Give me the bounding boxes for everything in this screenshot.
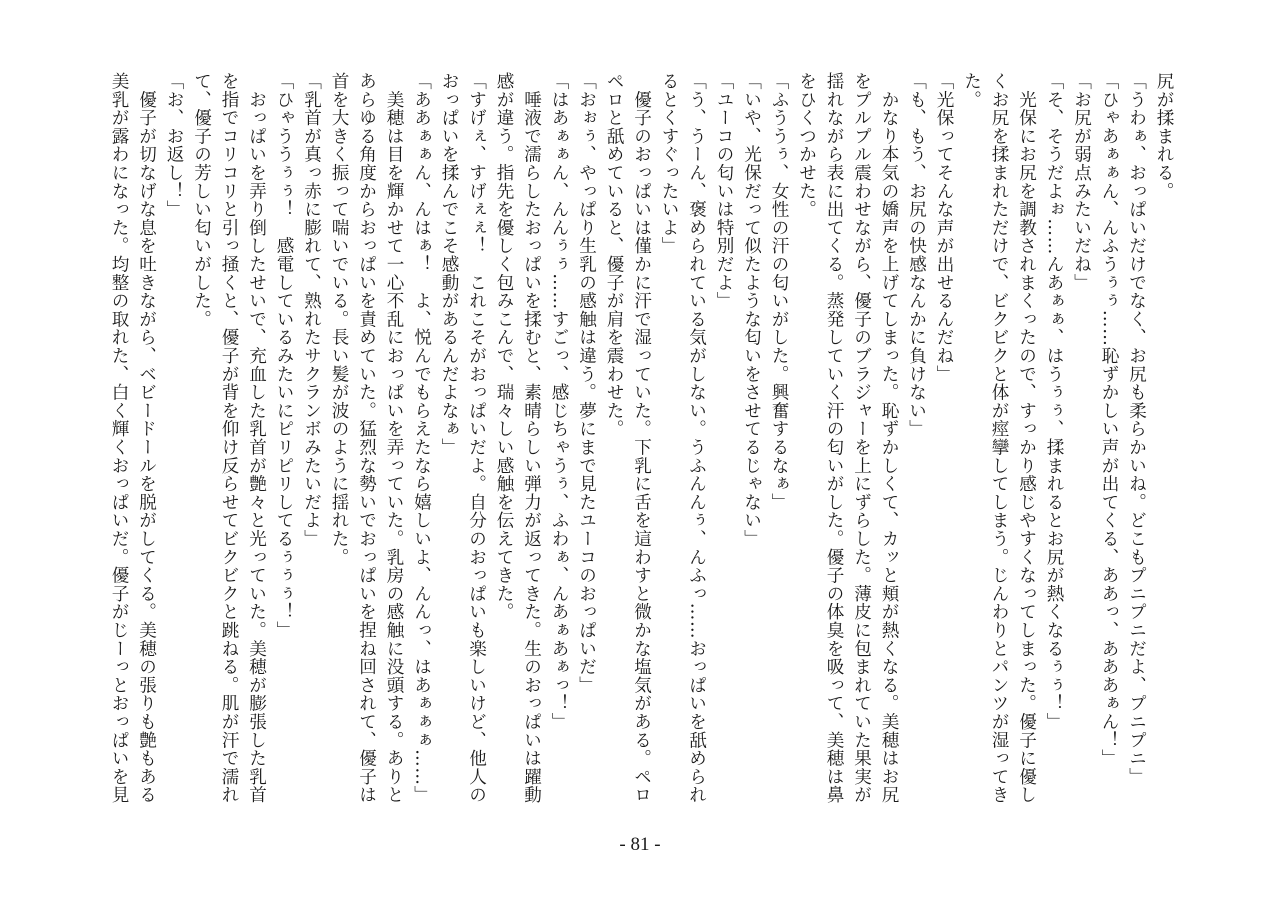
text-line: 「乳首が真っ赤に膨れて、熟れたサクランボみたいだよ」 [301,72,322,548]
text-line: を指でコリコリと引っ掻くと、優子が背を仰け反らせてビクビクと跳ねる。肌が汗で濡れ [219,72,239,804]
text-line: 美乳が露わになった。均整の取れた、白く輝くおっぱいだ。優子がじーっとおっぱいを見 [109,72,129,804]
text-line: 「ひゃあぁぁん、んふうぅぅ……恥ずかしい声が出てくる、ああっ、あああぁん！」 [1099,72,1119,768]
text-line: 尻が揉まれる。 [1154,72,1174,201]
text-line: 感が違う。指先を優しく包みこんで、瑞々しい感触を伝えてきた。 [494,72,514,621]
text-line: 「すげぇ、すげぇぇ！ これこそがおっぱいだよ。自分のおっぱいも楽しいけど、他人の [466,72,487,804]
text-line: 「ひゃううぅぅ！ 感電しているみたいにピリピリしてるぅぅぅ！」 [274,72,294,640]
text-line: 優子のおっぱいは僅かに汗で湿っていた。下乳に舌を這わすと微かな塩気がある。ペロ [631,72,652,804]
text-line: 「お尻が弱点みたいだね」 [1071,72,1092,292]
text-line: 「ああぁぁん、んはぁ！ よ、悦んでもらえたなら嬉しいよ、んんっ、はあぁぁぁ……」 [411,72,432,804]
text-line: 首を大きく振って喘いでいる。長い髪が波のように揺れた。 [329,72,349,567]
text-line: 揺れながら表に出てくる。蒸発していく汗の匂いがした。優子の体臭を吸って、美穂は鼻 [824,72,844,804]
text-line: かなり本気の嬌声を上げてしまった。恥ずかしくて、カッと頬が熱くなる。美穂はお尻 [879,72,899,804]
text-line: て、優子の芳しい匂いがした。 [191,72,212,329]
text-line: おっぱいを揉んでこそ感動があるんだよなぁ」 [439,72,459,457]
text-line: 「ユーコの匂いは特別だよ」 [714,72,734,310]
text-line: ペロと舐めていると、優子が肩を震わせた。 [604,72,624,438]
text-line: 「ふううぅ、女性の汗の匂いがした。興奮するなぁ」 [769,72,789,512]
text-line: 「うわぁ、おっぱいだけでなく、お尻も柔らかいね。どこもプニプニだよ、プニプニ」 [1126,72,1147,786]
text-line: 「光保ってそんな声が出せるんだね」 [934,72,954,384]
text-line: 「お、お返し！」 [164,72,184,219]
page-number: - 81 - [619,834,661,855]
text-line: おっぱいを弄り倒したせいで、充血した乳首が艶々と光っていた。美穂が膨張した乳首 [246,72,267,804]
text-line: 光保にお尻を調教されまくったので、すっかり感じやすくなってしまった。優子に優し [1016,72,1037,804]
text-line: 唾液で濡らしたおっぱいを揉むと、素晴らしい弾力が返ってきた。生のおっぱいは躍動 [521,72,542,804]
text-line: 「おぉぅ、やっぱり生乳の感触は違う。夢にまで見たユーコのおっぱいだ」 [576,72,597,695]
text-line: 「う、うーん、褒められている気がしない。うふんんぅ、んふっ……おっぱいを舐められ [686,72,707,804]
text-line: た。 [961,72,982,109]
text-line: 「そ、そうだよぉ……んあぁぁ、はうぅぅ、揉まれるとお尻が熱くなるぅぅ！」 [1044,72,1064,731]
text-line: をプルプル震わせながら、優子のブラジャーを上にずらした。薄皮に包まれていた果実が [851,72,872,804]
text-line: 「はあぁぁん、んんぅぅ……すごっ、感じちゃうぅ、ふわぁ、んあぁあぁっ！」 [549,72,569,731]
text-line: くお尻を揉まれただけで、ビクビクと体が痙攣してしまう。じんわりとパンツが湿ってき [989,72,1009,804]
vertical-text-body [105,72,1178,812]
text-line: 「いや、光保だって似たような匂いをさせてるじゃない」 [741,72,762,548]
text-line: るとくすぐったいよ」 [659,72,679,255]
text-line: 「も、もう、お尻の快感なんかに負けない」 [906,72,927,438]
text-line: あらゆる角度からおっぱいを責めていた。猛烈な勢いでおっぱいを捏ね回されて、優子は [356,72,377,804]
text-line: 優子が切なげな息を吐きながら、ベビードールを脱がしてくる。美穂の張りも艶もある [136,72,157,804]
text-line: 美穂は目を輝かせて一心不乱におっぱいを弄っていた。乳房の感触に没頭する。ありと [384,72,404,804]
text-line: をひくつかせた。 [796,72,817,219]
